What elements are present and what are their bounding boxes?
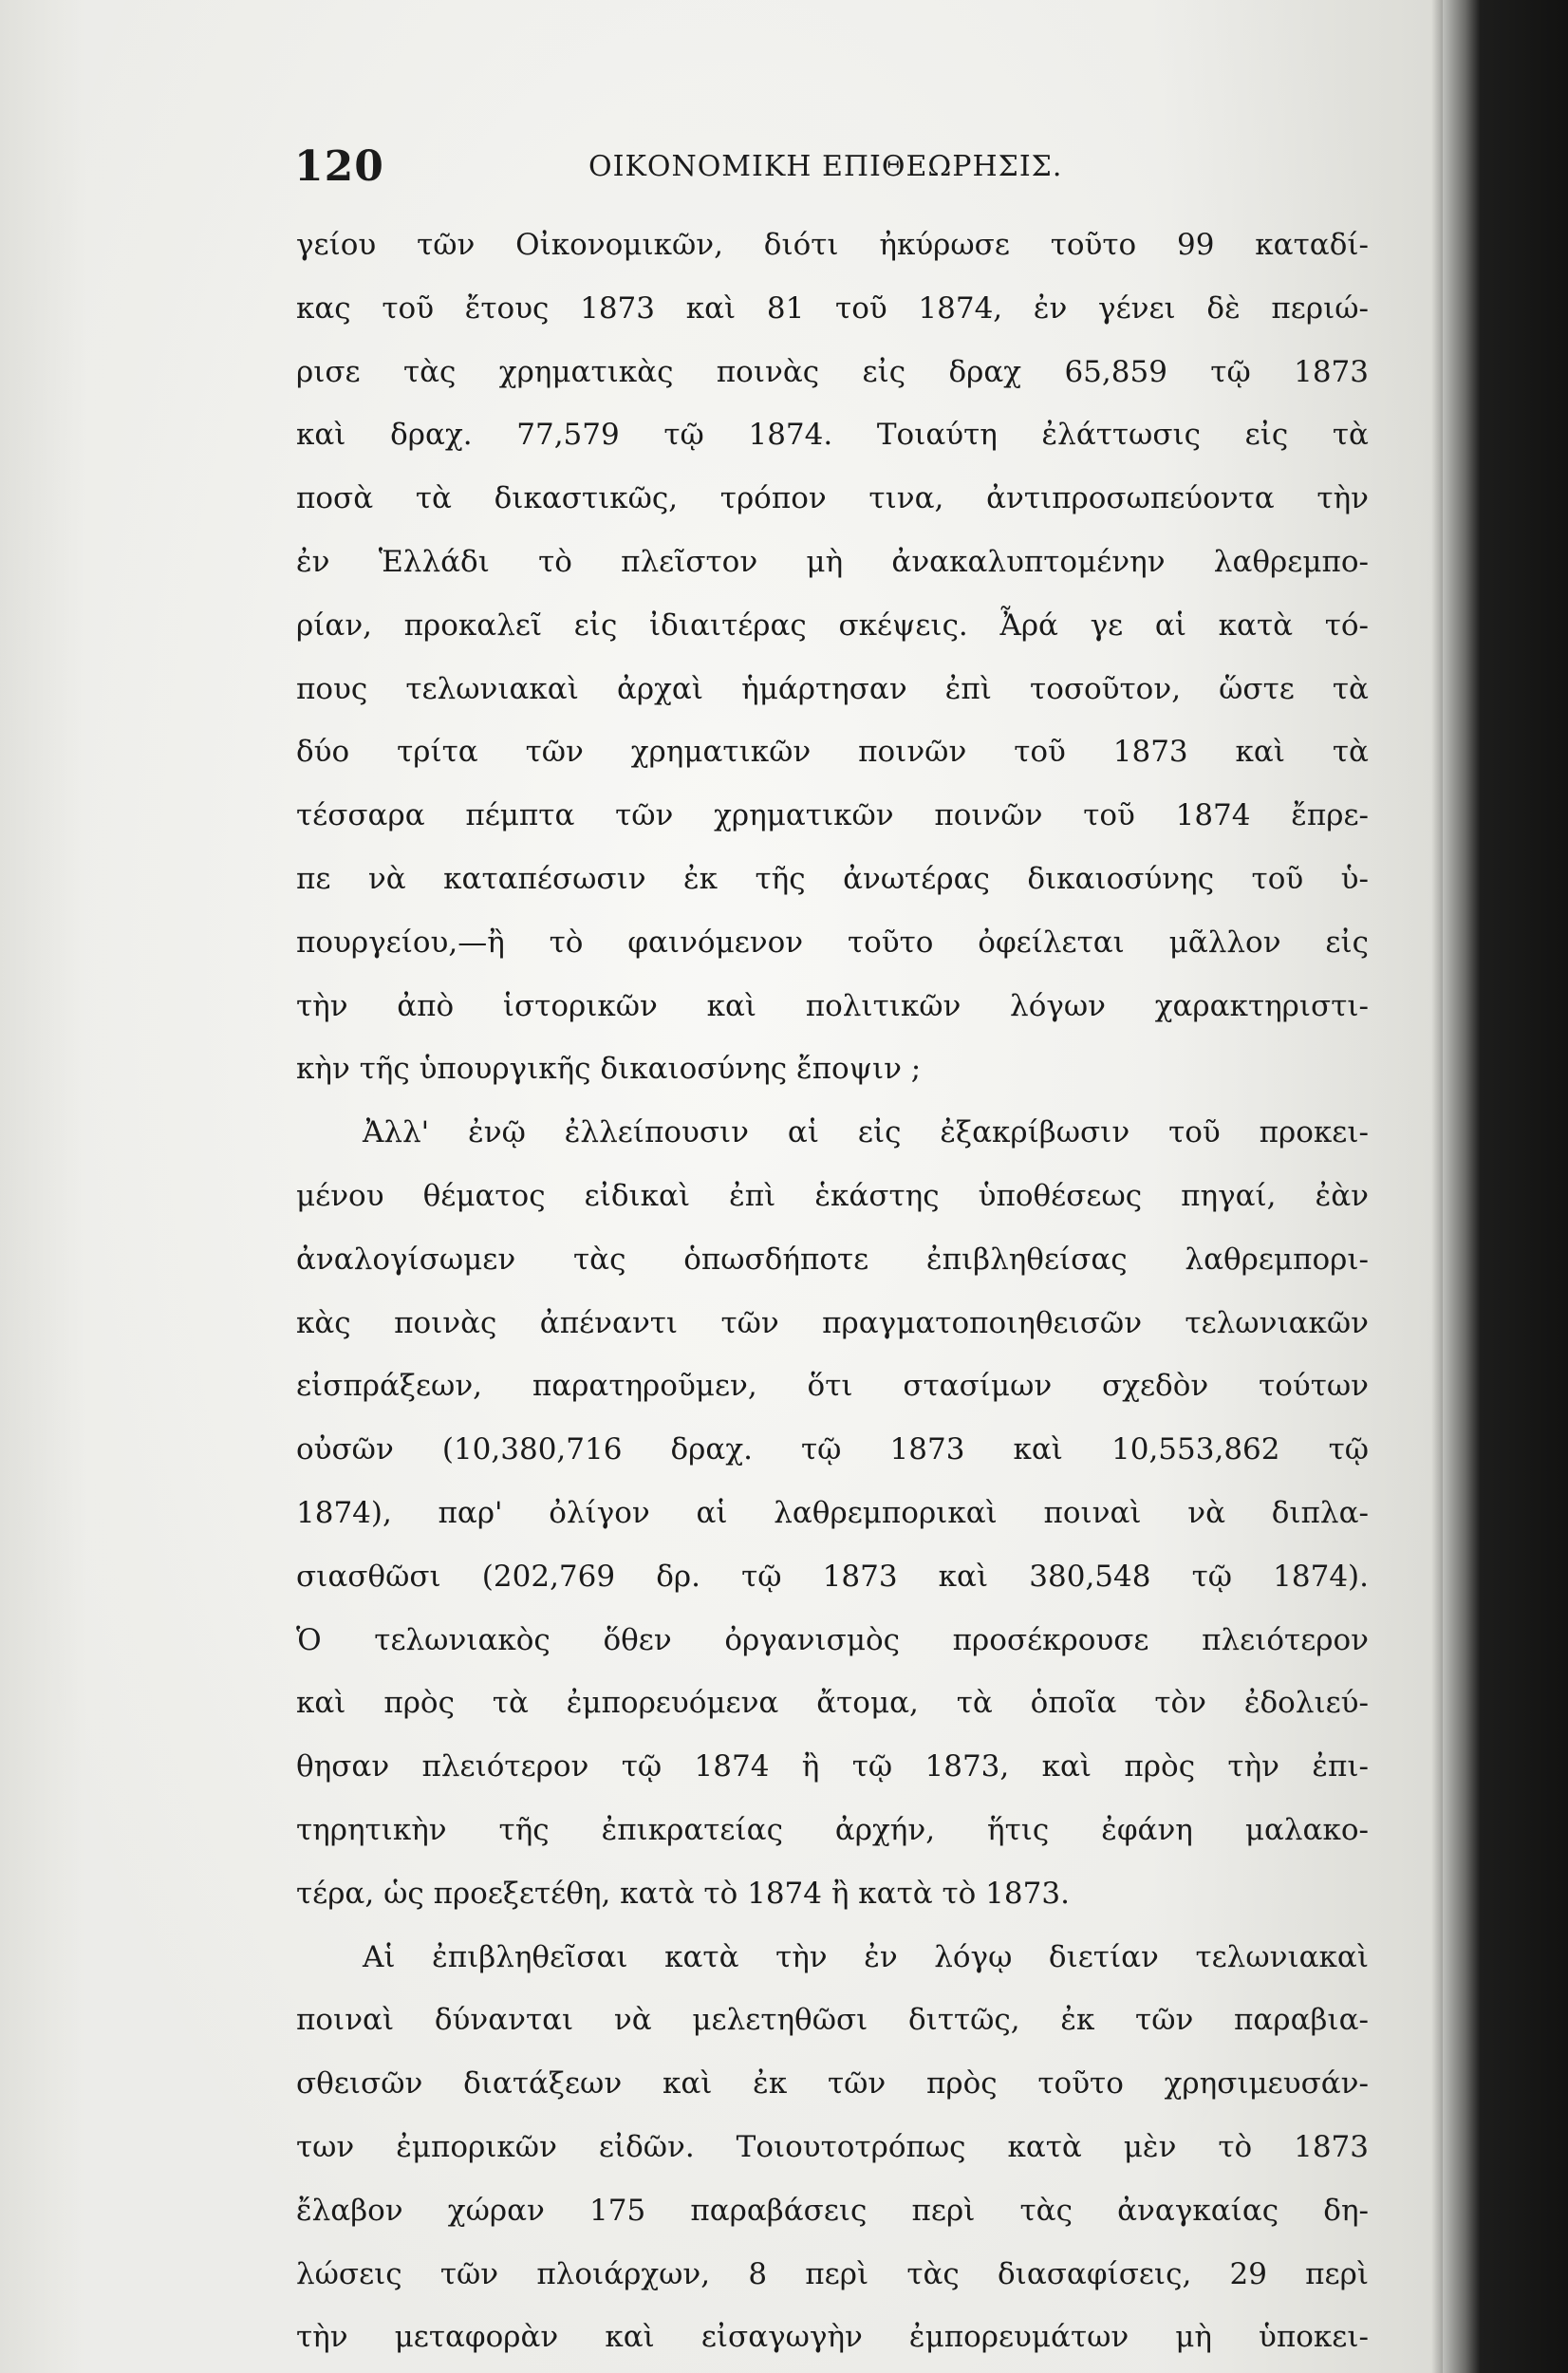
page-gutter-shadow bbox=[1431, 0, 1443, 2373]
text-line: καὶ δραχ. 77,579 τῷ 1874. Τοιαύτη ἐλάττωσις εἰς τὰ bbox=[296, 418, 1369, 453]
text-line: σθεισῶν διατάξεων καὶ ἐκ τῶν πρὸς τοῦτο χρησιμευσάν- bbox=[296, 2066, 1369, 2102]
text-line: δύο τρίτα τῶν χρηματικῶν ποινῶν τοῦ 1873 καὶ τὰ bbox=[296, 735, 1369, 770]
text-line: ἔλαβον χώραν 175 παραβάσεις περὶ τὰς ἀναγκαίας δη- bbox=[296, 2193, 1369, 2228]
text-line: ἀναλογίσωμεν τὰς ὁπωσδήποτε ἐπιβληθείσας λαθρεμπορι- bbox=[296, 1242, 1369, 1277]
journal-title: ΟΙΚΟΝΟΜΙΚΗ ΕΠΙΘΕΩΡΗΣΙΣ. bbox=[588, 150, 1063, 183]
text-line: τέρα, ὡς προεξετέθη, κατὰ τὸ 1874 ἢ κατὰ τὸ 1873. bbox=[296, 1876, 1070, 1911]
text-line: κὴν τῆς ὑπουργικῆς δικαιοσύνης ἔποψιν ; bbox=[296, 1052, 922, 1087]
text-line: τέσσαρα πέμπτα τῶν χρηματικῶν ποινῶν τοῦ 1874 ἔπρε- bbox=[296, 798, 1369, 833]
text-line: Ὁ τελωνιακὸς ὅθεν ὀργανισμὸς προσέκρουσε πλειότερον bbox=[296, 1622, 1369, 1657]
text-line: θησαν πλειότερον τῷ 1874 ἢ τῷ 1873, καὶ πρὸς τὴν ἐπι- bbox=[296, 1749, 1369, 1784]
text-line: εἰσπράξεων, παρατηροῦμεν, ὅτι στασίμων σχεδὸν τούτων bbox=[296, 1369, 1369, 1404]
text-line: τὴν μεταφορὰν καὶ εἰσαγωγὴν ἐμπορευμάτων μὴ ὑποκει- bbox=[296, 2320, 1369, 2355]
text-line: κὰς ποινὰς ἀπέναντι τῶν πραγματοποιηθεισῶν τελωνιακῶν bbox=[296, 1305, 1369, 1340]
text-line: ποιναὶ δύνανται νὰ μελετηθῶσι διττῶς, ἐκ τῶν παραβια- bbox=[296, 2003, 1369, 2038]
paragraph-start-line: Αἱ ἐπιβληθεῖσαι κατὰ τὴν ἐν λόγῳ διετίαν τελωνιακαὶ bbox=[363, 1939, 1369, 1974]
page-number: 120 bbox=[294, 142, 384, 191]
text-line: των ἐμπορικῶν εἰδῶν. Τοιουτοτρόπως κατὰ μὲν τὸ 1873 bbox=[296, 2129, 1369, 2164]
text-line: γείου τῶν Οἰκονομικῶν, διότι ἠκύρωσε τοῦτο 99 καταδί- bbox=[296, 228, 1369, 262]
text-line: σιασθῶσι (202,769 δρ. τῷ 1873 καὶ 380,548 τῷ 1874). bbox=[296, 1559, 1369, 1594]
running-head bbox=[285, 142, 1367, 199]
book-binding bbox=[1443, 0, 1568, 2373]
text-line: λώσεις τῶν πλοιάρχων, 8 περὶ τὰς διασαφίσεις, 29 περὶ bbox=[296, 2256, 1369, 2291]
text-line: 1874), παρ' ὀλίγον αἱ λαθρεμπορικαὶ ποιναὶ νὰ διπλα- bbox=[296, 1495, 1369, 1530]
text-line: πους τελωνιακαὶ ἀρχαὶ ἡμάρτησαν ἐπὶ τοσοῦτον, ὥστε τὰ bbox=[296, 671, 1369, 706]
body-text bbox=[296, 214, 1369, 2369]
text-line: πε νὰ καταπέσωσιν ἐκ τῆς ἀνωτέρας δικαιοσύνης τοῦ ὑ- bbox=[296, 861, 1369, 896]
text-line: κας τοῦ ἔτους 1873 καὶ 81 τοῦ 1874, ἐν γένει δὲ περιώ- bbox=[296, 290, 1369, 326]
text-line: τὴν ἀπὸ ἱστορικῶν καὶ πολιτικῶν λόγων χαρακτηριστι- bbox=[296, 988, 1369, 1023]
text-line: πουργείου,—ἢ τὸ φαινόμενον τοῦτο ὀφείλεται μᾶλλον εἰς bbox=[296, 925, 1369, 960]
text-line: ἐν Ἑλλάδι τὸ πλεῖστον μὴ ἀνακαλυπτομένην λαθρεμπο- bbox=[296, 544, 1369, 579]
text-line: καὶ πρὸς τὰ ἐμπορευόμενα ἄτομα, τὰ ὁποῖα τὸν ἐδολιεύ- bbox=[296, 1686, 1369, 1721]
text-line: ρισε τὰς χρηματικὰς ποινὰς εἰς δραχ 65,859 τῷ 1873 bbox=[296, 354, 1369, 389]
text-line: ποσὰ τὰ δικαστικῶς, τρόπον τινα, ἀντιπροσωπεύοντα τὴν bbox=[296, 481, 1369, 516]
paragraph-start-line: Ἀλλ' ἐνῷ ἐλλείπουσιν αἱ εἰς ἐξακρίβωσιν τοῦ προκει- bbox=[363, 1115, 1369, 1150]
text-line: ρίαν, προκαλεῖ εἰς ἰδιαιτέρας σκέψεις. Ἆρά γε αἱ κατὰ τό- bbox=[296, 607, 1369, 643]
text-line: οὐσῶν (10,380,716 δραχ. τῷ 1873 καὶ 10,553,862 τῷ bbox=[296, 1432, 1369, 1467]
text-line: μένου θέματος εἰδικαὶ ἐπὶ ἑκάστης ὑποθέσεως πηγαί, ἐὰν bbox=[296, 1178, 1369, 1213]
text-line: τηρητικὴν τῆς ἐπικρατείας ἀρχήν, ἥτις ἐφάνη μαλακο- bbox=[296, 1812, 1369, 1847]
